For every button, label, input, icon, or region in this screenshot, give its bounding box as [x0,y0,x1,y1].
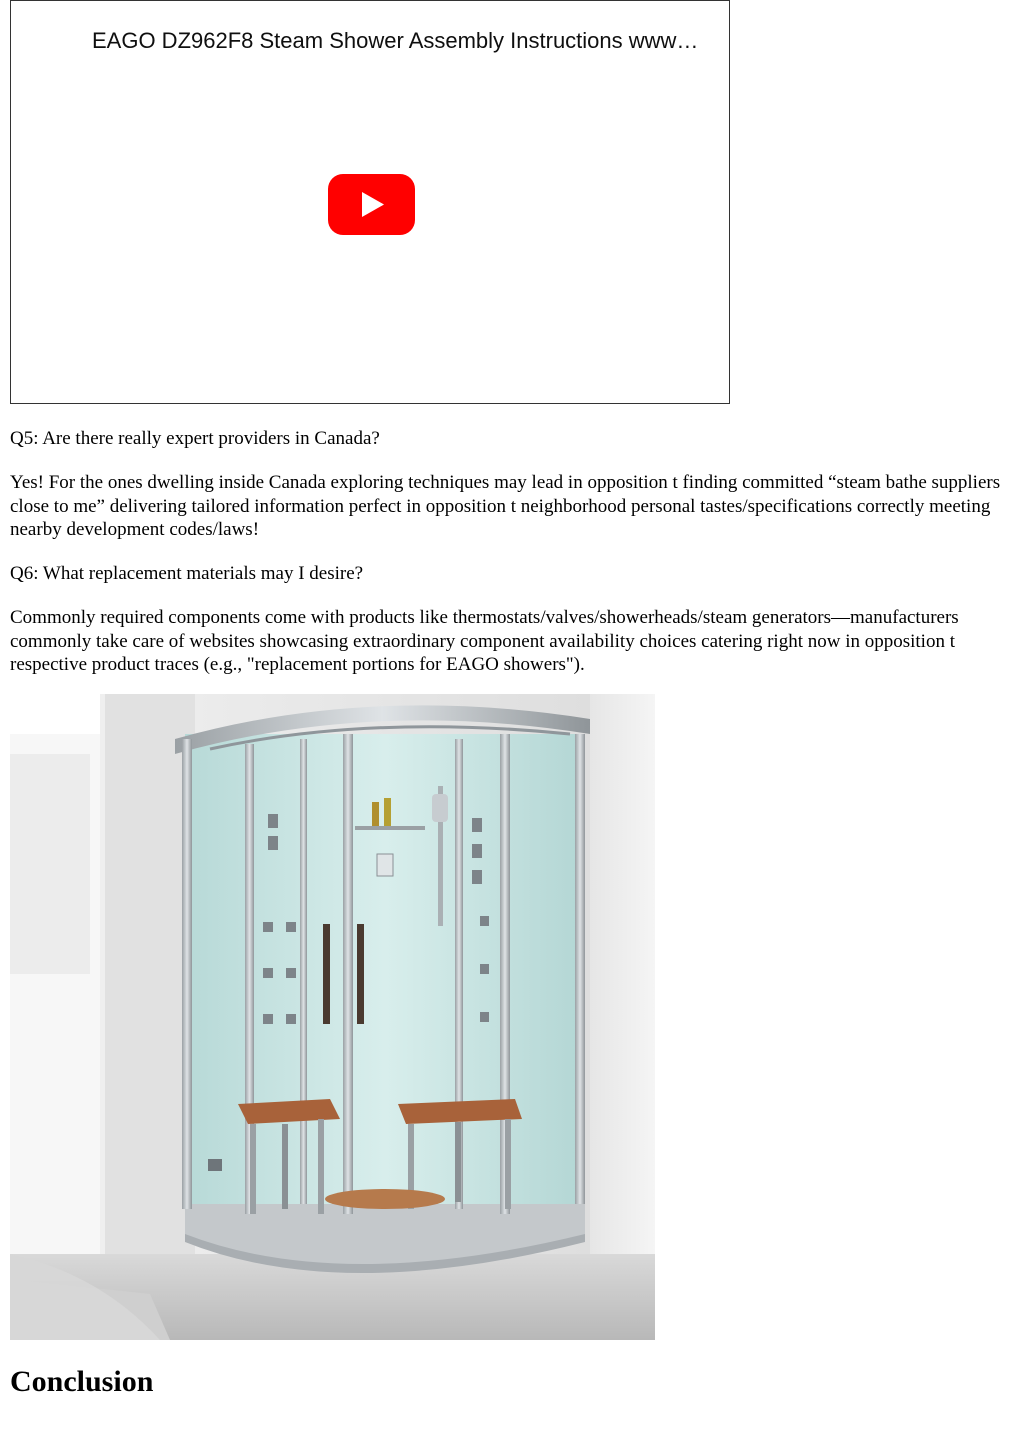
play-icon [328,174,415,235]
answer-6: Commonly required components come with products like thermostats/valves/showerheads/steam generators—manufacturers commonly take care of websites showcasing extraordinary component availability choices catering right now in opposition t respective product traces (e.g., "replacement portions for EAGO showers"). [10,607,959,675]
play-button[interactable] [328,174,415,235]
video-title[interactable]: EAGO DZ962F8 Steam Shower Assembly Instructions www… [92,28,699,53]
question-5: Q5: Are there really expert providers in Canada? [10,428,380,449]
question-6: Q6: What replacement materials may I desire? [10,563,364,584]
steam-shower-photo [10,694,655,1340]
answer-5: Yes! For the ones dwelling inside Canada exploring techniques may lead in opposition t finding committed “steam bathe suppliers close to me” delivering tailored information perfect in opposition t neighborhood personal tastes/specifications correctly meeting nearby development codes/laws! [10,472,1001,540]
conclusion-heading: Conclusion [10,1365,154,1398]
video-embed[interactable] [10,0,730,404]
